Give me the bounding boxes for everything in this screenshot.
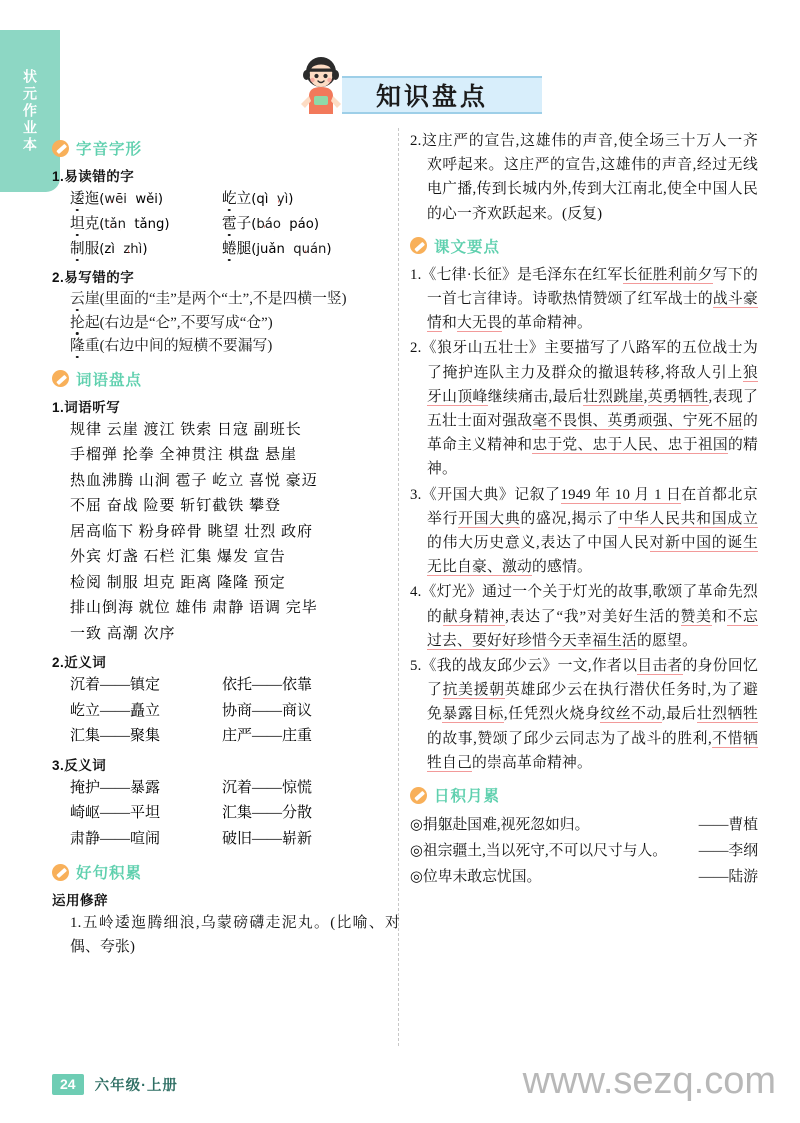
key-point-number: 3. [410,486,422,503]
paren-open: ( [99,217,105,232]
antonym-list [52,776,400,853]
quote-text: ◎位卑未敢忘忧国。 [410,869,542,886]
dictation-line: 居高临下 粉身碎骨 眺望 壮烈 政府 [70,523,314,540]
section-title: 课文要点 [434,238,501,256]
good-sentence-item-2: 2.这庄严的宣告,这雄伟的声音,使全场三十万人一齐欢呼起来。这庄严的宣告,这雄伟的声音,经过无线电广播,传到长城内外,传到大江南北,使全中国人民的心一齐欢跃起来。(反复) [410,133,758,222]
antonym-right: 破旧——崭新 [222,830,313,847]
dotted-word [70,338,100,354]
emphasis-underline: 战斗豪情 [427,291,758,332]
spacer [115,242,123,257]
pinyin-option-b: páo [289,217,314,232]
emphasis-underline: 中华人民共和国成立 [618,510,758,527]
plain-text: 和 [711,608,728,625]
note-text: (右边是“仑”,不要写成“仓”) [99,314,273,331]
char: 崖 [84,291,100,307]
page-header-banner [296,52,542,114]
quote-row [410,864,758,890]
plain-text: ,表现了五壮士面对强敌 [427,388,758,430]
emphasis-underline: 英勇牺牲 [647,388,709,405]
plain-text: 《七律·长征》是毛泽东在红军 [421,266,623,283]
emphasis-underline: 狼牙山顶峰 [427,364,758,405]
key-point-number: 2. [410,340,422,357]
quote-source: ——陆游 [698,869,758,886]
plain-text: 的身份回忆了 [427,658,758,699]
char: 克 [84,216,100,232]
pinyin-option-b: tǎng [134,217,165,232]
plain-text: 的革命精神。 [502,315,592,332]
emphasis-underline: 开国大典 [458,510,521,527]
char: 制 [70,241,85,257]
pinyin-option-a: qì [256,192,269,207]
pinyin-cell [222,187,374,212]
pinyin-list [52,187,400,262]
section-title: 日积月累 [434,788,501,806]
dotted-word [70,315,100,331]
emphasis-underline: 暴露目标 [442,706,504,723]
char: 重 [84,338,100,354]
content-columns [0,128,800,1048]
pinyin-cell [70,237,222,262]
plain-text: 在首都北京举行 [427,486,758,527]
antonym-row [52,827,400,853]
plain-text: 的精神。 [427,437,758,478]
plain-text: 英雄邱少云在执行潜伏任务时,为了避免 [427,682,758,723]
emphasis-underline: 纹丝不动 [600,706,662,723]
plain-text: 的崇高革命精神。 [472,754,592,771]
paren-close: ) [288,192,294,207]
char: 迤 [84,191,100,207]
pinyin-cell [70,187,222,212]
dotted-word [70,241,99,257]
char: 抡 [70,314,85,331]
left-column [52,128,400,1048]
paren-close: ) [164,217,170,232]
wrong-char-item [52,335,400,359]
subheading-yiducuo: 1.易读错的字 [52,169,135,184]
watermark: www.sezq.com [522,1060,776,1102]
pinyin-option-a: tǎn [104,212,126,237]
char: 坦 [70,216,85,232]
emphasis-underline: 目击者 [637,658,683,675]
pencil-icon [410,237,427,254]
synonym-row [52,673,400,699]
synonym-right: 协商——商议 [222,702,313,719]
synonym-left: 沉着——镇定 [70,677,161,693]
key-point-number: 1. [410,266,422,283]
key-point-item [410,580,758,653]
page-title: 知识盘点 [376,83,489,111]
char: 服 [84,241,100,257]
dictation-line: 热血沸腾 山涧 雹子 屹立 喜悦 豪迈 [70,472,318,489]
section-title: 好句积累 [76,865,143,882]
pinyin-option-a: juǎn [256,242,285,257]
emphasis-underline: 毫不畏惧、英勇顽强、宁死不屈 [532,413,743,430]
dotted-word [70,216,99,232]
key-point-item [410,336,758,481]
quote-row [410,838,758,864]
char: 雹 [222,216,237,232]
quote-source: ——曹植 [698,817,758,834]
section-heading-cypd [52,368,400,390]
pinyin-row [52,187,400,212]
char: 子 [236,216,252,232]
antonym-right: 沉着——惊慌 [222,779,313,796]
antonym-left: 崎岖——平坦 [70,805,161,821]
note-text: (右边中间的短横不要漏写) [99,338,273,354]
dictation-line: 排山倒海 就位 雄伟 肃静 语调 完毕 [70,600,318,616]
paren-close: ) [313,217,319,232]
grade-label: 六年级·上册 [94,1078,178,1094]
pinyin-option-a: wēi [104,187,127,212]
pinyin-cell [222,237,374,262]
subheading-cytx: 1.词语听写 [52,399,121,415]
plain-text: 《我的战友邱少云》一文,作者以 [421,658,638,675]
pinyin-option-b: yì [277,187,288,212]
paren-close: ) [142,242,148,257]
dotted-word [222,216,251,232]
section-title: 字音字形 [76,141,143,158]
plain-text: 的革命主义精神和 [427,413,758,454]
synonym-row [52,699,400,725]
key-points-list [410,263,758,775]
pencil-icon [52,864,69,881]
quote-text: ◎捐躯赴国难,视死忽如归。 [410,817,590,834]
char: 屹 [222,191,237,207]
dictation-line: 规律 云崖 渡江 铁索 日寇 副班长 [70,421,302,438]
section-heading-zyzx [52,137,400,159]
dotted-word [70,191,99,207]
note-text: (里面的“圭”是两个“土”,不是四横一竖) [99,291,347,307]
plain-text: ,最后 [661,706,697,723]
dictation-line: 手榴弹 抡拳 全神贯注 棋盘 悬崖 [70,447,298,463]
paren-close: ) [326,242,332,257]
emphasis-underline: 1949 年 10 月 1 日 [560,486,682,503]
quote-source: ——李纲 [698,843,758,860]
section-heading-hjjl [52,861,400,883]
key-point-item [410,483,758,580]
spine-label: 状元作业本 [22,68,38,154]
plain-text: ,表达了“我”对美好生活的 [505,608,681,625]
plain-text: 的伟大历史意义,表达了中国人民 [427,535,650,552]
paren-open: ( [251,192,257,207]
subheading-yixiecuo: 2.易写错的字 [52,270,135,285]
plain-text: 和 [442,315,457,332]
plain-text: 《狼牙山五壮士》主要描写了八路军的五位战士为了掩护连队主力及群众的撤退转移,将敌人引上 [421,340,758,381]
synonym-right: 庄严——庄重 [222,728,313,744]
antonym-left: 肃静——喧闹 [70,830,161,847]
paren-open: ( [251,217,257,232]
key-point-number: 5. [410,658,422,675]
pencil-icon [410,787,427,804]
pinyin-option-b: wěi [135,192,158,207]
emphasis-underline: 抗美援朝 [442,682,505,699]
char: 蜷 [222,241,237,257]
good-sentence-item-1: 1.五岭逶迤腾细浪,乌蒙磅礴走泥丸。(比喻、对偶、夸张) [70,915,400,956]
char: 腿 [236,241,252,257]
pinyin-option-b: zhì [123,237,142,262]
emphasis-underline: 大无畏 [457,315,502,332]
char: 隆 [70,338,85,354]
plain-text: 的故事,赞颂了邱少云同志为了战斗的胜利, [427,730,712,747]
pinyin-row [52,212,400,237]
emphasis-underline: 对新中国的诞生无比自豪、激动 [427,535,758,576]
plain-text: , [643,388,648,405]
pinyin-option-b: quán [293,237,326,262]
paren-open: ( [99,242,105,257]
dictation-line: 不屈 奋战 险要 斩钉截铁 攀登 [70,498,282,514]
dictation-line: 外宾 灯盏 石栏 汇集 爆发 宣告 [70,549,286,565]
paren-open: ( [251,242,257,257]
quote-list [410,812,758,890]
synonym-right: 依托——依靠 [222,677,313,693]
emphasis-underline: 不忘过去、要好好珍惜今天幸福生活 [427,608,759,649]
section-heading-rjyl [410,784,758,806]
header-title-box [342,76,542,114]
subheading-fanyici: 3.反义词 [52,757,107,773]
pinyin-option-a: báo [256,212,281,237]
plain-text: 的愿望。 [636,632,697,649]
plain-text: 写下的一首七言律诗。诗歌热情赞颂了红军战士的 [427,266,758,308]
wrong-char-item [52,288,400,312]
emphasis-underline: 壮烈跳崖 [582,388,644,405]
synonym-list [52,673,400,750]
emphasis-underline: 赞美 [680,608,712,625]
pinyin-option-a: zì [104,242,115,257]
spacer [268,192,276,207]
dictation-line: 一致 高潮 次序 [70,625,176,642]
char: 云 [70,291,85,307]
key-point-number: 4. [410,584,422,601]
quote-text: ◎祖宗疆土,当以死守,不可以尺寸与人。 [410,843,668,860]
dotted-word [222,191,251,207]
dotted-word [222,241,251,257]
page-number: 24 [52,1074,84,1095]
antonym-row [52,801,400,827]
wrong-char-item [52,312,400,336]
dictation-line: 检阅 制服 坦克 距离 隆隆 预定 [70,574,286,591]
emphasis-underline: 长征胜利前夕 [622,266,713,283]
emphasis-underline: 不惜牺牲自己 [427,730,758,771]
paren-open: ( [99,192,105,207]
synonym-left: 汇集——聚集 [70,728,161,744]
section-heading-kwyd [410,235,758,257]
section-title: 词语盘点 [76,371,143,389]
pinyin-cell [222,212,374,237]
antonym-row [52,776,400,802]
subheading-yunyongxiuci: 运用修辞 [52,893,108,908]
wrong-char-list [52,288,400,359]
pencil-icon [52,140,69,157]
synonym-row [52,724,400,750]
pinyin-cell [70,212,222,237]
emphasis-underline: 壮烈牺牲 [696,706,758,723]
synonym-left: 屹立——矗立 [70,702,161,719]
dotted-word [70,291,100,307]
char: 逶 [70,191,85,207]
plain-text: 继续痛击,最后 [487,388,583,405]
char: 起 [84,314,100,331]
dictation-list [52,418,400,648]
right-column [410,128,758,1048]
plain-text: 《灯光》通过一个关于灯光的故事,歌颂了革命先烈的 [421,584,758,625]
pinyin-row [52,237,400,262]
key-point-item [410,654,758,775]
char: 立 [236,191,252,207]
quote-row [410,812,758,838]
paren-close: ) [157,192,164,207]
page-footer [52,1074,178,1095]
spacer [285,242,293,257]
antonym-left: 掩护——暴露 [70,779,161,796]
antonym-right: 汇集——分散 [222,805,313,821]
girl-mascot-icon [296,52,346,114]
subheading-jinyici: 2.近义词 [52,655,107,670]
plain-text: ,任凭烈火烧身 [503,706,601,723]
key-point-item [410,263,758,336]
plain-text: 《开国大典》记叙了 [421,486,561,503]
plain-text: 的盛况,揭示了 [520,510,619,527]
emphasis-underline: 献身精神 [442,608,506,625]
plain-text: 的感情。 [531,559,592,576]
pencil-icon [52,370,69,387]
emphasis-underline: 忠于党、忠于人民、忠于祖国 [532,437,728,454]
